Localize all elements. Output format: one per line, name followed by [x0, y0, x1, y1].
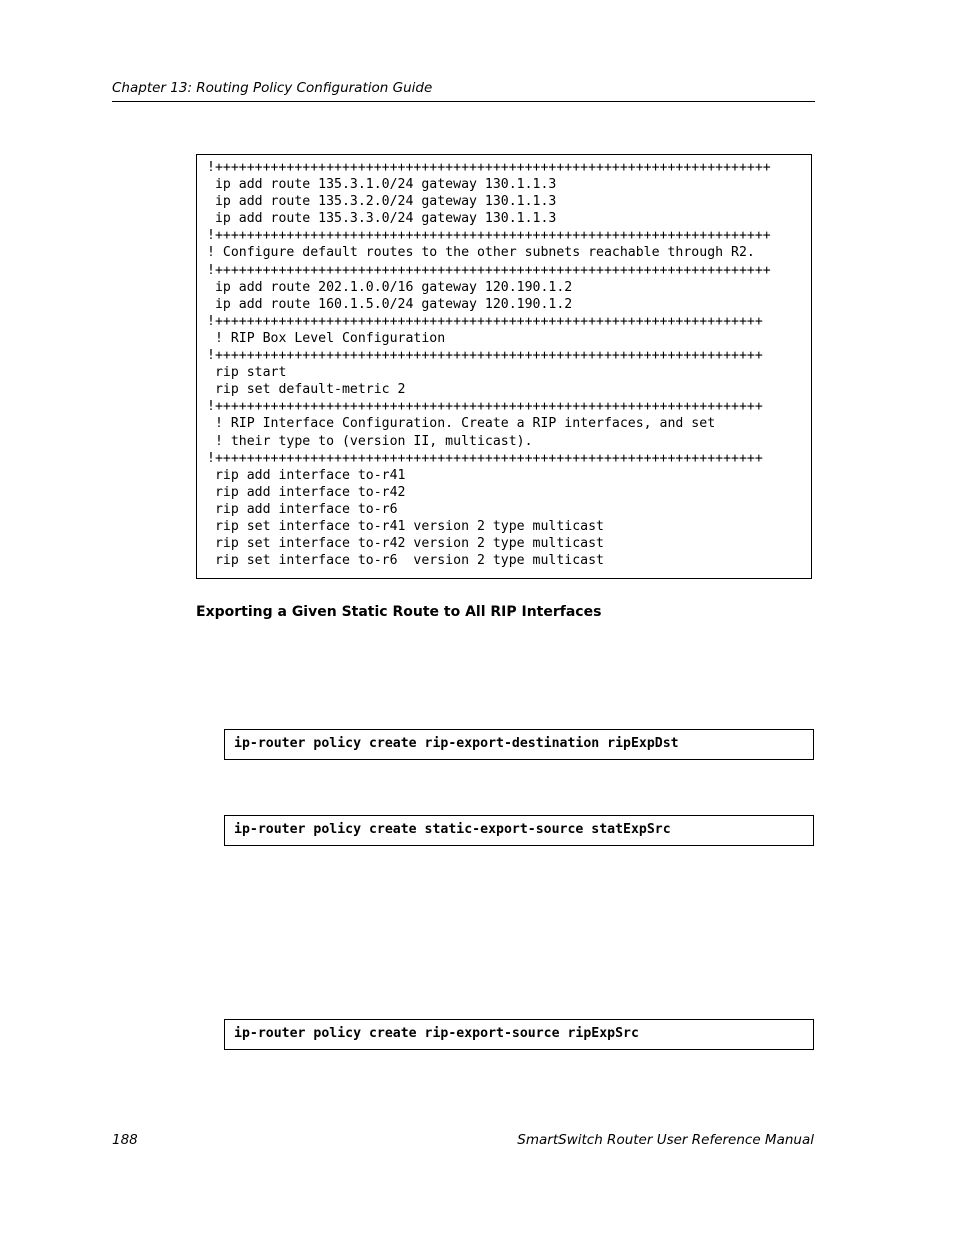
config-line: !+++++++++++++++++++++++++++++++++++++++++++++++++++++++++++++++++++++: [207, 399, 763, 415]
config-line: !++++++++++++++++++++++++++++++++++++++++++++++++++++++++++++++++++++++: [207, 228, 771, 244]
command-box-rip-export-source: [224, 1019, 814, 1050]
command-text: ip-router policy create rip-export-destination ripExpDst: [234, 736, 679, 751]
config-line: ! RIP Interface Configuration. Create a RIP interfaces, and set: [207, 416, 716, 432]
config-line: rip start: [207, 365, 287, 381]
manual-title: SmartSwitch Router User Reference Manual: [517, 1132, 814, 1148]
config-line: ip add route 160.1.5.0/24 gateway 120.190.1.2: [207, 296, 573, 312]
page-number: 188: [112, 1132, 138, 1148]
command-text: ip-router policy create rip-export-source ripExpSrc: [234, 1026, 639, 1041]
config-line: ip add route 135.3.3.0/24 gateway 130.1.1.3: [207, 211, 557, 227]
command-box-rip-export-destination: [224, 729, 814, 760]
config-line: !+++++++++++++++++++++++++++++++++++++++++++++++++++++++++++++++++++++: [207, 348, 763, 364]
config-line: ! RIP Box Level Configuration: [207, 330, 446, 346]
config-line: rip add interface to-r42: [207, 484, 406, 500]
chapter-title: Chapter 13: Routing Policy Configuration Guide: [112, 80, 433, 96]
config-line: rip set interface to-r6 version 2 type multicast: [207, 553, 604, 569]
config-line: !++++++++++++++++++++++++++++++++++++++++++++++++++++++++++++++++++++++: [207, 160, 771, 175]
running-header: [112, 79, 815, 102]
config-line: !+++++++++++++++++++++++++++++++++++++++++++++++++++++++++++++++++++++: [207, 313, 763, 329]
config-line: ! their type to (version II, multicast).: [207, 433, 533, 449]
config-line: rip set interface to-r41 version 2 type multicast: [207, 518, 604, 534]
config-line: ip add route 135.3.1.0/24 gateway 130.1.1.3: [207, 177, 557, 193]
config-line: rip add interface to-r41: [207, 467, 406, 483]
config-line: ! Configure default routes to the other subnets reachable through R2.: [207, 245, 755, 261]
config-line: rip set interface to-r42 version 2 type multicast: [207, 536, 604, 552]
config-line: ip add route 135.3.2.0/24 gateway 130.1.1.3: [207, 194, 557, 210]
config-line: rip set default-metric 2: [207, 382, 406, 398]
command-box-static-export-source: [224, 815, 814, 846]
command-text: ip-router policy create static-export-source statExpSrc: [234, 822, 671, 837]
config-line: !+++++++++++++++++++++++++++++++++++++++++++++++++++++++++++++++++++++: [207, 450, 763, 466]
config-line: rip add interface to-r6: [207, 501, 398, 517]
config-line: !++++++++++++++++++++++++++++++++++++++++++++++++++++++++++++++++++++++: [207, 262, 771, 278]
config-listing-box: [196, 154, 812, 579]
section-heading: Exporting a Given Static Route to All RIP Interfaces: [196, 604, 602, 620]
config-line: ip add route 202.1.0.0/16 gateway 120.190.1.2: [207, 279, 573, 295]
